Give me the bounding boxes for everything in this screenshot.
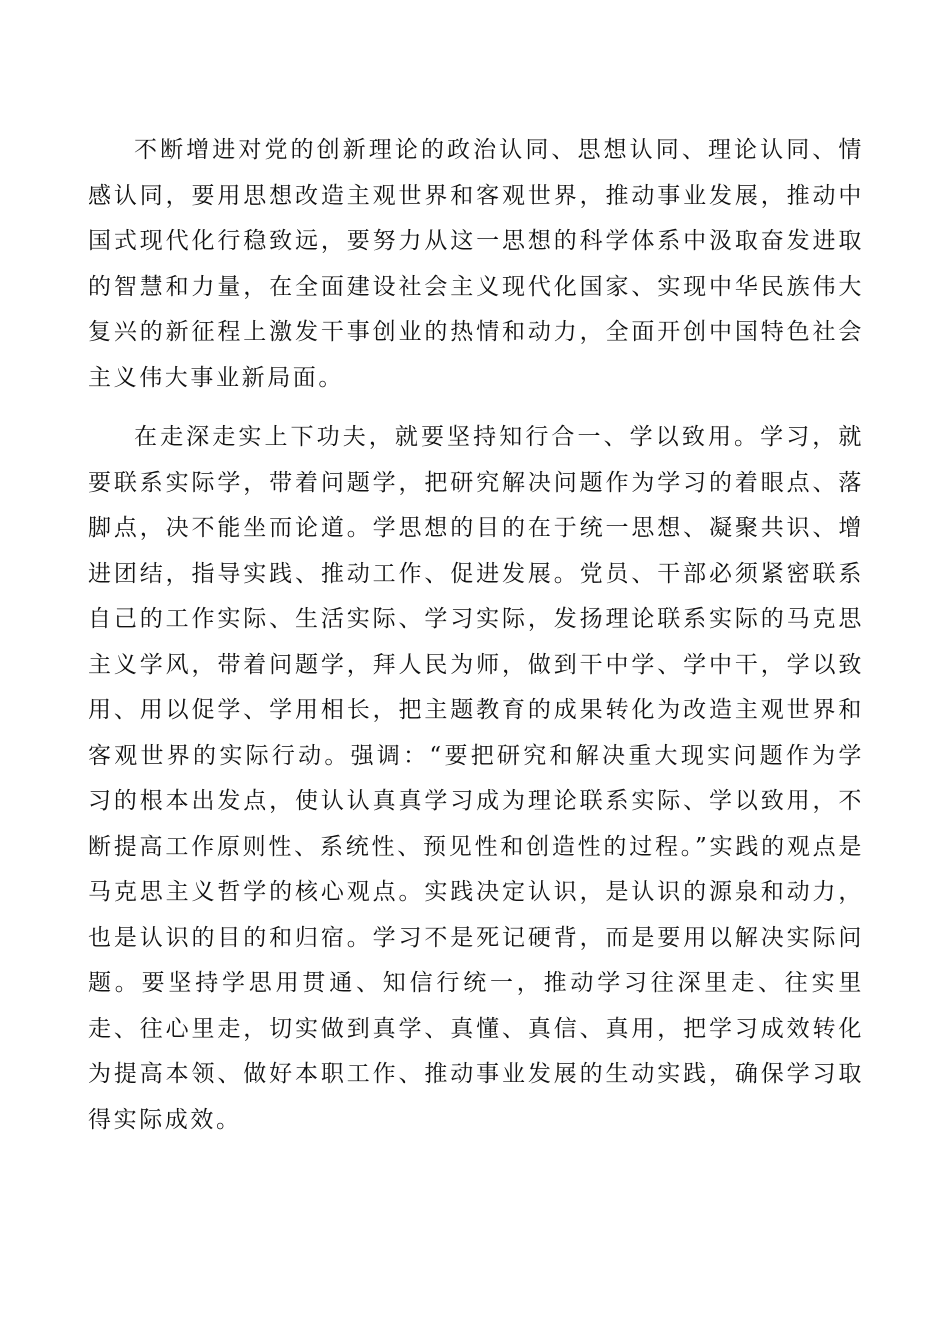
paragraph-1: 不断增进对党的创新理论的政治认同、思想认同、理论认同、情感认同，要用思想改造主观世界和客观世界，推动事业发展，推动中国式现代化行稳致远，要努力从这一思想的科学体系中汲取奋发进取的智慧和力量，在全面建设社会主义现代化国家、实现中华民族伟大复兴的新征程上激发干事创业的热情和动力，全面开创中国特色社会主义伟大事业新局面。 [88,137,864,391]
paragraph-2: 在走深走实上下功夫，就要坚持知行合一、学以致用。学习，就要联系实际学，带着问题学，把研究解决问题作为学习的着眼点、落脚点，决不能坐而论道。学思想的目的在于统一思想、凝聚共识、增进团结，指导实践、推动工作、促进发展。党员、干部必须紧密联系自己的工作实际、生活实际、学习实际，发扬理论联系实际的马克思主义学风，带着问题学，拜人民为师，做到干中学、学中干，学以致用、用以促学、学用相长，把主题教育的成果转化为改造主观世界和客观世界的实际行动。强调：“要把研究和解决重大现实问题作为学习的根本出发点，使认认真真学习成为理论联系实际、学以致用，不断提高工作原则性、系统性、预见性和创造性的过程。”实践的观点是马克思主义哲学的核心观点。实践决定认识，是认识的源泉和动力，也是认识的目的和归宿。学习不是死记硬背，而是要用以解决实际问题。要坚持学思用贯通、知信行统一，推动学习往深里走、往实里走、往心里走，切实做到真学、真懂、真信、真用，把学习成效转化为提高本领、做好本职工作、推动事业发展的生动实践，确保学习取得实际成效。 [88,424,864,1133]
document-body [88,128,864,1143]
